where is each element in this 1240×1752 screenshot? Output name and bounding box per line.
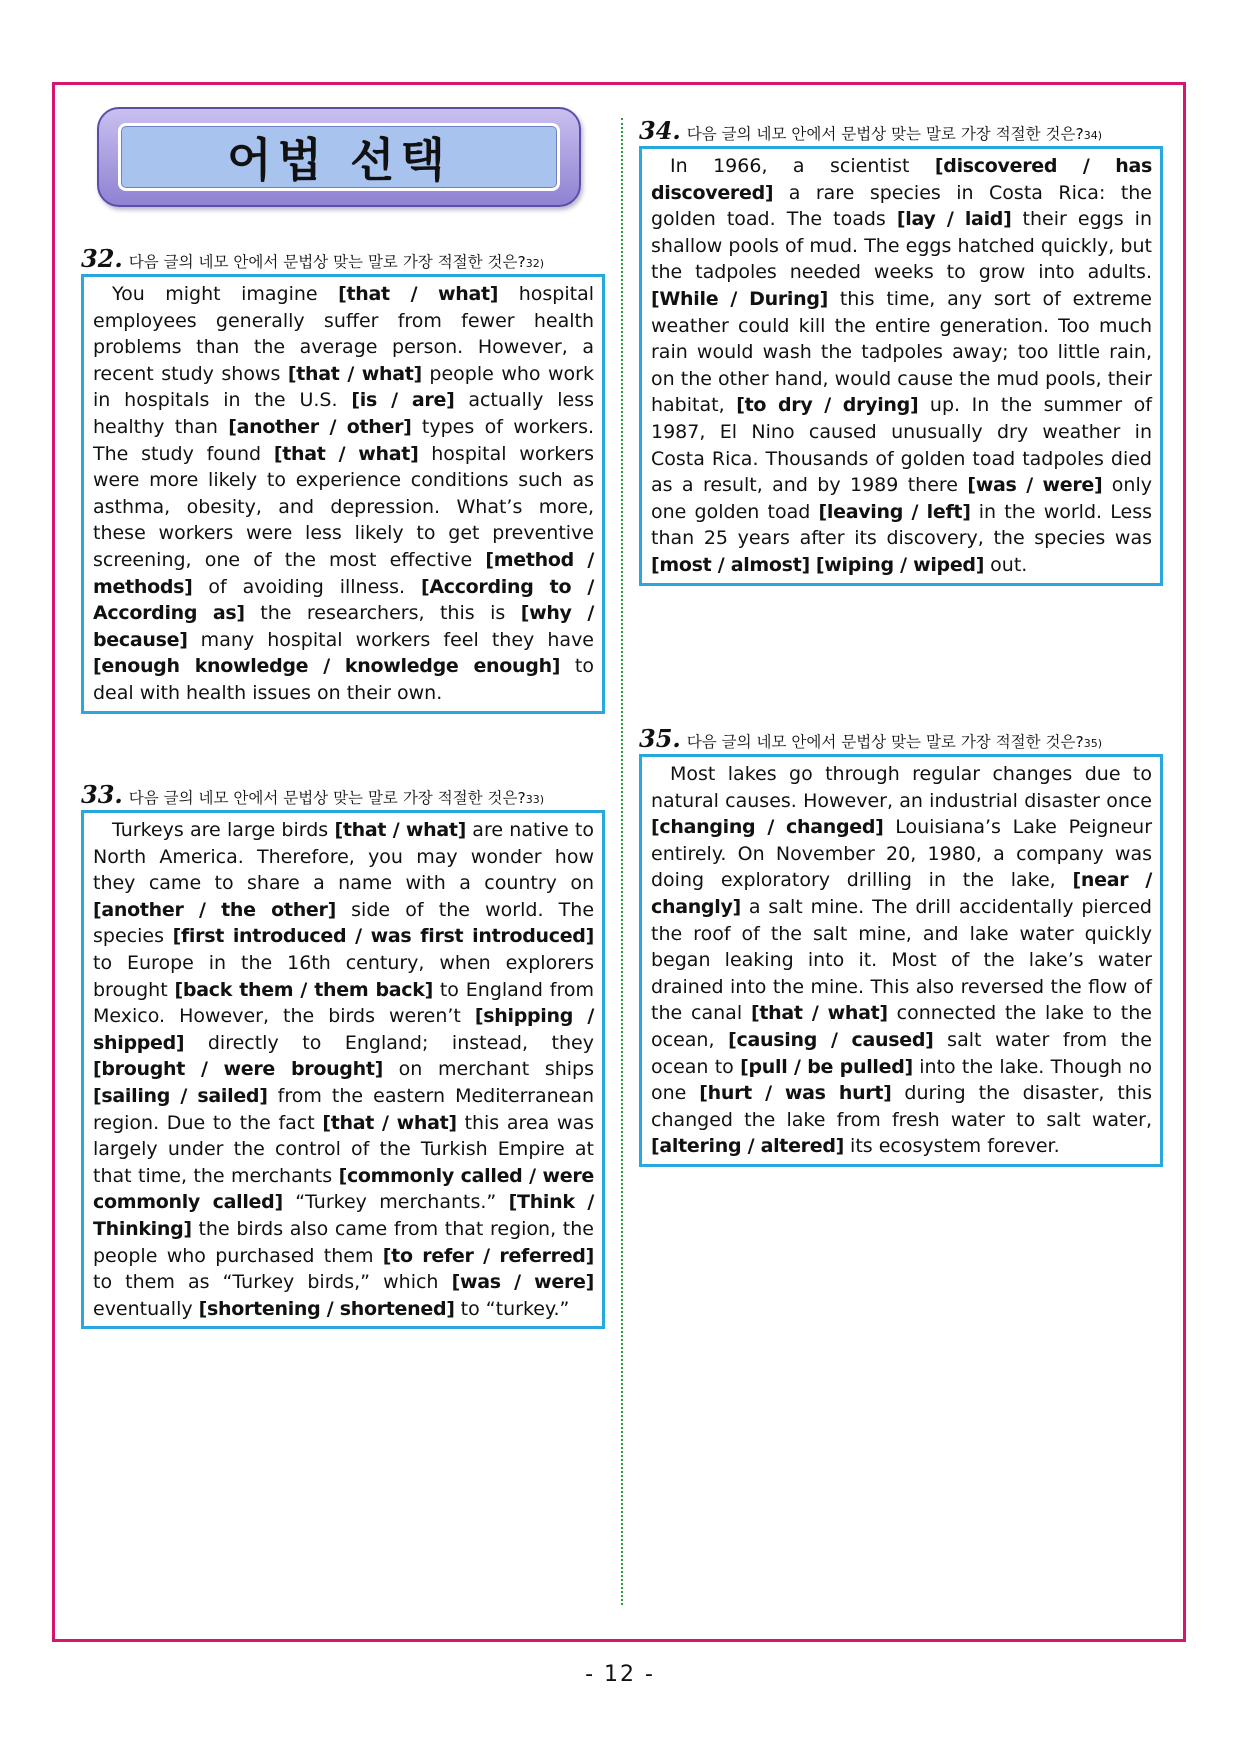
grammar-choice: [enough knowledge / knowledge enough]	[93, 655, 561, 678]
grammar-choice: [shortening / shortened]	[198, 1297, 455, 1320]
grammar-choice: [that / what]	[322, 1111, 457, 1134]
grammar-choice: [another / the other]	[93, 898, 336, 921]
passage-box	[639, 146, 1163, 586]
grammar-choice: [altering / altered]	[651, 1135, 845, 1158]
passage-text: In 1966, a scientist [discovered / has discovered] a rare species in Costa Rica: the golden toad. The toads [lay / laid] their eggs in shallow pools of mud. The eggs hatched quickly, but the tadpoles needed weeks to grow into adults. [While / During] this time, any sort of extreme weather could kill the entire generation. Too much rain would wash the tadpoles away; too little rain, on the other hand, would cause the mud pools, their habitat, [to dry / drying] up. In the summer of 1987, El Nino caused unusually dry weather in Costa Rica. Thousands of golden toad tadpoles died as a result, and by 1989 there [was / were] only one golden toad [leaving / left] in the world. Less than 25 years after its discovery, the species was [most / almost] [wiping / wiped] out.	[651, 155, 1153, 576]
grammar-choice: [first introduced / was first introduced]	[172, 925, 594, 948]
grammar-choice: [brought / were brought]	[93, 1058, 383, 1081]
question-number: 35.	[639, 724, 681, 753]
question-instruction: 다음 글의 네모 안에서 문법상 맞는 말로 가장 적절한 것은?	[128, 789, 526, 807]
grammar-choice: [discovered / has discovered]	[651, 155, 1152, 204]
grammar-choice: [back them / them back]	[174, 978, 433, 1001]
question-header	[81, 780, 544, 809]
question-header	[81, 244, 544, 273]
question-header	[639, 724, 1102, 753]
grammar-choice: [most / almost]	[651, 553, 810, 576]
question-header	[639, 116, 1102, 145]
grammar-choice: [that / what]	[338, 283, 499, 305]
passage-box	[639, 754, 1163, 1167]
grammar-choice: [While / During]	[651, 287, 829, 310]
grammar-choice: [that / what]	[287, 362, 422, 385]
title-panel	[118, 123, 560, 191]
grammar-choice: [was / were]	[967, 474, 1103, 497]
grammar-choice: [causing / caused]	[728, 1028, 934, 1051]
passage-text: Turkeys are large birds [that / what] are native to North America. Therefore, you may wonder how they came to share a name with a country on [another / the other] side of the world. The species [first introduced / was first introduced] to Europe in the 16th century, when explorers brought [back them / them back] to England from Mexico. However, the birds weren’t [shipping / shipped] directly to England; instead, they [brought / were brought] on merchant ships [sailing / sailed] from the eastern Mediterranean region. Due to the fact [that / what] this area was largely under the control of the Turkish Empire at that time, the merchants [commonly called / were commonly called] “Turkey merchants.” [Think / Thinking] the birds also came from that region, the people who purchased them [to refer / referred] to them as “Turkey birds,” which [was / were] eventually [shortening / shortened] to “turkey.”	[93, 819, 595, 1320]
question-footnote: 34)	[1083, 129, 1103, 142]
question-footnote: 32)	[525, 257, 545, 270]
grammar-choice: [to refer / referred]	[382, 1244, 594, 1267]
grammar-choice: [was / were]	[451, 1271, 594, 1294]
grammar-choice: [near / changly]	[651, 869, 1152, 918]
grammar-choice: [that / what]	[750, 1002, 888, 1025]
passage-box	[81, 274, 605, 714]
question-footnote: 35)	[1083, 737, 1103, 750]
grammar-choice: [Think / Thinking]	[93, 1191, 594, 1240]
page-number: - 12 -	[585, 1662, 655, 1687]
passage-text: Most lakes go through regular changes due to natural causes. However, an industrial disaster once [changing / changed] Louisiana’s Lake Peigneur entirely. On November 20, 1980, a company was doing exploratory drilling in the lake, [near / changly] a salt mine. The drill accidentally pierced the roof of the salt mine, and lake water quickly began leaking into it. Most of the lake’s water drained into the mine. This also reversed the flow of the canal [that / what] connected the lake to the ocean, [causing / caused] salt water from the ocean to [pull / be pulled] into the lake. Though no one [hurt / was hurt] during the disaster, this changed the lake from fresh water to salt water, [altering / altered] its ecosystem forever.	[651, 763, 1153, 1158]
passage-text: You might imagine [that / what] hospital employees generally suffer from fewer health problems than the average person. However, a recent study shows [that / what] people who work in hospitals in the U.S. [is / are] actually less healthy than [another / other] types of workers. The study found [that / what] hospital workers were more likely to experience conditions such as asthma, obesity, and depression. What’s more, these workers were less likely to get preventive screening, one of the most effective [method / methods] of avoiding illness. [According to / According as] the researchers, this is [why / because] many hospital workers feel they have [enough knowledge / knowledge enough] to deal with health issues on their own.	[93, 283, 595, 704]
grammar-choice: [shipping / shipped]	[93, 1005, 594, 1054]
grammar-choice: [lay / laid]	[896, 208, 1012, 231]
grammar-choice: [pull / be pulled]	[740, 1055, 913, 1078]
question-number: 34.	[639, 116, 681, 145]
grammar-choice: [that / what]	[334, 819, 467, 841]
grammar-choice: [leaving / left]	[818, 500, 971, 523]
grammar-choice: [commonly called / were commonly called]	[93, 1164, 594, 1214]
grammar-choice: [sailing / sailed]	[93, 1084, 268, 1107]
grammar-choice: [that / what]	[273, 442, 419, 465]
grammar-choice: [to dry / drying]	[736, 394, 919, 417]
grammar-choice: [method / methods]	[93, 548, 594, 598]
grammar-choice: [why / because]	[93, 602, 594, 651]
grammar-choice: [wiping / wiped]	[815, 553, 985, 576]
grammar-choice: [changing / changed]	[651, 816, 884, 839]
question-instruction: 다음 글의 네모 안에서 문법상 맞는 말로 가장 적절한 것은?	[686, 733, 1084, 751]
grammar-choice: [is / are]	[351, 389, 455, 412]
question-instruction: 다음 글의 네모 안에서 문법상 맞는 말로 가장 적절한 것은?	[686, 125, 1084, 143]
page-title: 어법 선택	[227, 133, 451, 187]
question-number: 33.	[81, 780, 123, 809]
grammar-choice: [another / other]	[228, 415, 412, 438]
question-number: 32.	[81, 244, 123, 273]
question-footnote: 33)	[525, 793, 545, 806]
grammar-choice: [hurt / was hurt]	[699, 1082, 892, 1105]
passage-box	[81, 810, 605, 1329]
column-divider	[621, 118, 623, 1605]
grammar-choice: [According to / According as]	[93, 575, 595, 625]
question-instruction: 다음 글의 네모 안에서 문법상 맞는 말로 가장 적절한 것은?	[128, 253, 526, 271]
